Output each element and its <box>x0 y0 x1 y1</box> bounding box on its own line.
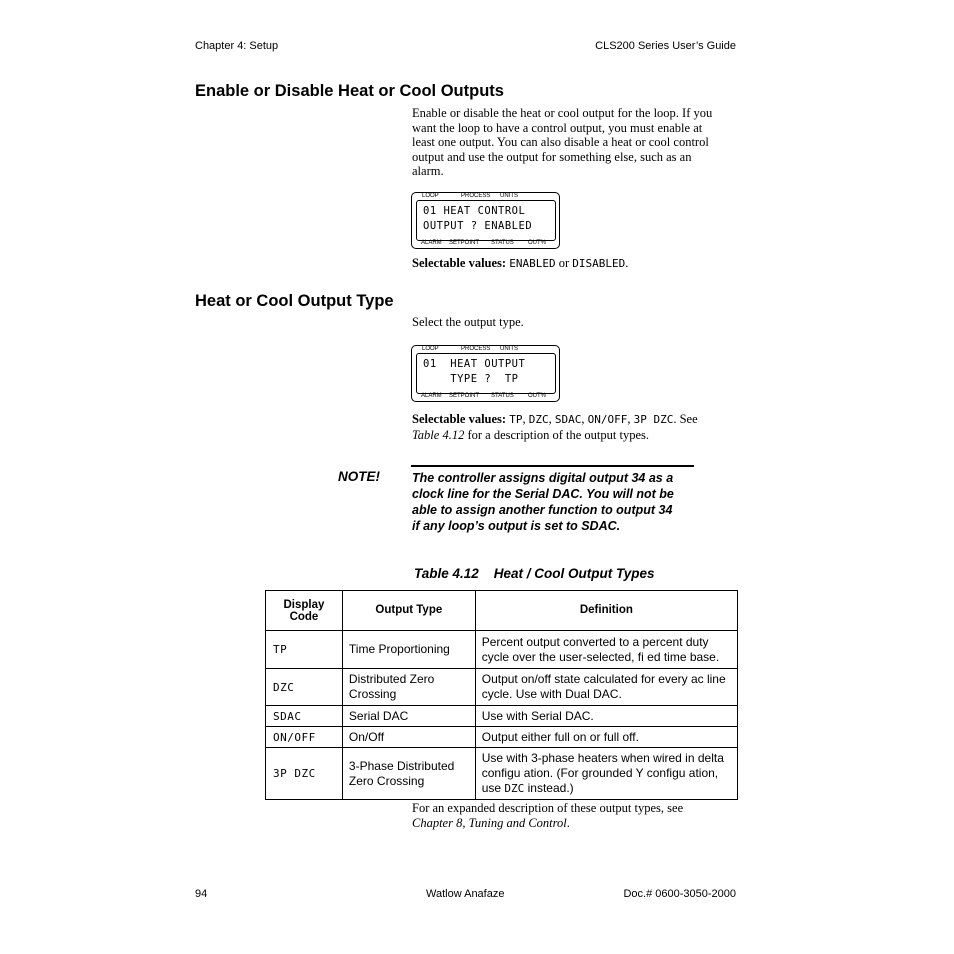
cell-definition <box>475 706 737 727</box>
note-text <box>412 470 702 534</box>
lcd-line-2: OUTPUT ? ENABLED <box>423 220 533 232</box>
lcd-screen <box>416 200 556 241</box>
lcd-label-status: STATUS <box>491 393 514 399</box>
separator: , <box>581 412 588 426</box>
separator: , <box>522 412 529 426</box>
lcd-line-1: 01 HEAT OUTPUT <box>423 358 526 370</box>
cell-definition <box>475 669 737 706</box>
page-number: 94 <box>195 888 208 900</box>
type-line: Time Proportioning <box>348 642 450 656</box>
def-line: configu ation. (For grounded Y configu ation, <box>481 766 719 780</box>
lcd-label-out: OUT% <box>528 393 546 399</box>
paragraph-line: output and use the output for something else, such as an <box>412 149 692 164</box>
def-text: instead.) <box>524 781 574 795</box>
lcd-label-status: STATUS <box>491 240 514 246</box>
paragraph-line: least one output. You can also disable a heat or cool control <box>412 135 709 149</box>
lcd-label-loop: LOOP <box>422 193 439 199</box>
period: . <box>566 815 570 830</box>
section-heading-enable-disable: Enable or Disable Heat or Cool Outputs <box>195 82 504 100</box>
selectable-label: Selectable values: <box>412 256 507 270</box>
cell-code: ON/OFF <box>266 727 343 748</box>
note-rule <box>411 465 694 467</box>
table-row <box>266 669 738 706</box>
def-line: Output either full on or full off. <box>481 729 639 744</box>
lcd-label-process: PROCESS <box>461 193 491 199</box>
after-table-paragraph <box>412 801 742 830</box>
def-line: Percent output converted to a percent duty <box>481 634 709 649</box>
output-types-table <box>265 590 738 800</box>
note-line: able to assign another function to output 34 <box>412 503 673 517</box>
period: . <box>625 256 629 270</box>
type-line: On/Off <box>348 729 385 744</box>
selectable-label: Selectable values: <box>412 412 507 426</box>
value-sdac: SDAC <box>554 413 582 426</box>
type-line: 3-Phase Distributed <box>348 758 455 773</box>
type-line: Crossing <box>348 687 397 701</box>
lcd-label-out: OUT% <box>528 240 546 246</box>
def-line: cycle over the user-selected, fi ed time base. <box>481 649 720 664</box>
paragraph-line: want the loop to have a control output, you must enable at <box>412 120 703 135</box>
selectable-values-enable <box>412 256 742 272</box>
type-line: Serial DAC <box>348 708 409 723</box>
paragraph-line: For an expanded description of these output types, see <box>412 801 684 815</box>
see-text: . See <box>673 412 698 426</box>
def-line: Output on/off state calculated for every ac line <box>481 672 726 686</box>
cell-code: TP <box>266 631 343 669</box>
lcd-line-2: TYPE ? TP <box>423 373 519 385</box>
header-display-code <box>266 591 343 631</box>
note-line: if any loop’s output is set to SDAC. <box>412 519 621 533</box>
paragraph-line: alarm. <box>412 164 444 178</box>
note-line: clock line for the Serial DAC. You will not be <box>412 487 674 501</box>
lcd-label-setpoint: SETPOINT <box>449 393 480 399</box>
running-header-chapter: Chapter 4: Setup <box>195 40 279 52</box>
value-dzc: DZC <box>528 413 549 426</box>
def-text: use <box>481 781 505 795</box>
paragraph-line <box>412 816 742 831</box>
lcd-label-units: UNITS <box>500 193 518 199</box>
cell-code: DZC <box>266 669 343 706</box>
lcd-label-setpoint: SETPOINT <box>449 240 480 246</box>
cell-type <box>342 748 475 800</box>
lcd-label-alarm: ALARM <box>421 393 442 399</box>
lcd-label-process: PROCESS <box>461 346 491 352</box>
cell-type <box>342 631 475 669</box>
lcd-screen <box>416 353 556 394</box>
section-heading-output-type: Heat or Cool Output Type <box>195 292 394 310</box>
value-enabled: ENABLED <box>509 257 556 270</box>
cell-definition <box>475 727 737 748</box>
header-output-type: Output Type <box>342 591 475 631</box>
value-tp: TP <box>509 413 523 426</box>
table-row <box>266 631 738 669</box>
lcd-label-loop: LOOP <box>422 346 439 352</box>
lcd-label-units: UNITS <box>500 346 518 352</box>
section2-paragraph: Select the output type. <box>412 315 524 329</box>
table-row <box>266 727 738 748</box>
lcd-display-heat-output <box>411 345 560 402</box>
reference-rest: for a description of the output types. <box>464 427 650 442</box>
type-line: Zero Crossing <box>348 773 425 788</box>
selectable-values-type <box>412 412 742 442</box>
def-line: Use with Serial DAC. <box>481 708 594 723</box>
running-header-title: CLS200 Series User’s Guide <box>595 40 736 52</box>
lcd-display-heat-control <box>411 192 560 249</box>
table-caption: Table 4.12 Heat / Cool Output Types <box>414 566 655 581</box>
table-header-row <box>266 591 738 631</box>
footer-publisher: Watlow Anafaze <box>426 888 505 900</box>
selectable-line-1 <box>412 412 742 428</box>
table-row <box>266 748 738 800</box>
header-definition: Definition <box>475 591 737 631</box>
def-line: cycle. Use with Dual DAC. <box>481 687 622 701</box>
cell-type <box>342 706 475 727</box>
separator: , <box>627 412 634 426</box>
selectable-line-2 <box>412 428 742 443</box>
cell-code: 3P DZC <box>266 748 343 800</box>
conjunction: or <box>555 256 573 270</box>
def-code: DZC <box>504 782 525 795</box>
lcd-line-1: 01 HEAT CONTROL <box>423 205 526 217</box>
lcd-label-alarm: ALARM <box>421 240 442 246</box>
value-3pdzc: 3P DZC <box>633 413 674 426</box>
def-line: Use with 3-phase heaters when wired in delta <box>481 751 724 765</box>
footer-doc-number: Doc.# 0600-3050-2000 <box>623 888 736 900</box>
cell-code: SDAC <box>266 706 343 727</box>
value-onoff: ON/OFF <box>587 413 628 426</box>
def-line <box>482 781 731 796</box>
cell-type <box>342 669 475 706</box>
table-reference: Table 4.12 <box>412 427 465 442</box>
chapter-reference: Chapter 8, Tuning and Control <box>412 815 567 830</box>
table-row <box>266 706 738 727</box>
paragraph-line: Enable or disable the heat or cool output for the loop. If you <box>412 106 713 120</box>
value-disabled: DISABLED <box>572 257 626 270</box>
cell-definition <box>475 748 737 800</box>
header-code-line: Display <box>283 598 325 611</box>
section1-paragraph <box>412 106 742 179</box>
header-code-line: Code <box>289 610 319 623</box>
cell-definition <box>475 631 737 669</box>
type-line: Distributed Zero <box>348 672 435 686</box>
note-label: NOTE! <box>338 469 380 484</box>
cell-type <box>342 727 475 748</box>
note-line: The controller assigns digital output 34 as a <box>412 471 674 485</box>
separator: , <box>548 412 555 426</box>
